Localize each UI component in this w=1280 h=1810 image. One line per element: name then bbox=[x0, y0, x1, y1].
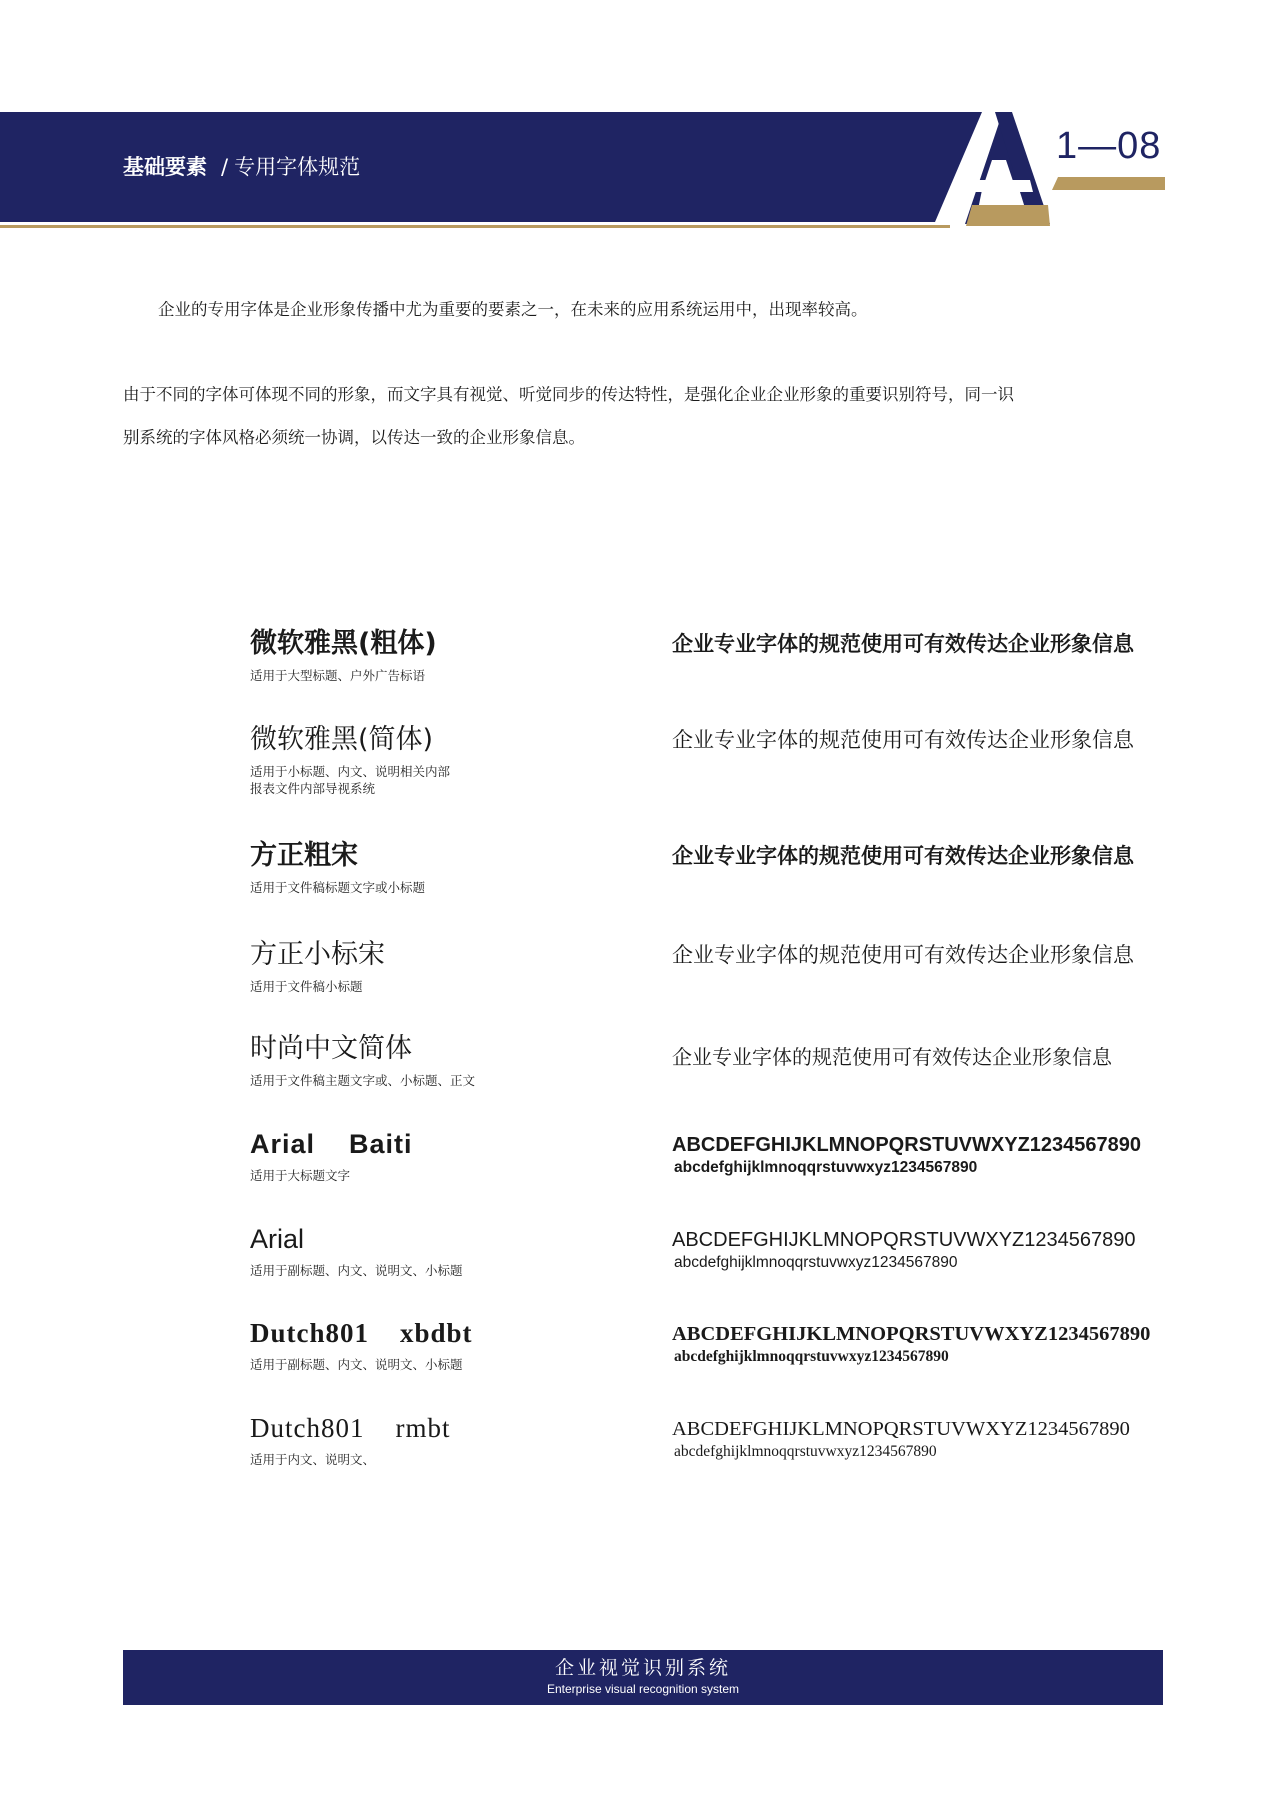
font-sample-upper: ABCDEFGHIJKLMNOPQRSTUVWXYZ1234567890 bbox=[672, 1134, 1142, 1156]
font-name: 时尚中文简体 bbox=[250, 1033, 412, 1064]
font-usage: 适用于副标题、内文、说明文、小标题 bbox=[250, 1263, 463, 1278]
page-number-gold-bar bbox=[1052, 177, 1165, 190]
font-sample-lower: abcdefghijklmnoqqrstuvwxyz1234567890 bbox=[674, 1254, 958, 1271]
header-band bbox=[0, 0, 1280, 240]
font-name: 方正粗宋 bbox=[250, 840, 358, 871]
font-name: Dutch801 rmbt bbox=[250, 1413, 451, 1443]
header-title bbox=[123, 152, 360, 182]
font-usage: 适用于副标题、内文、说明文、小标题 bbox=[250, 1357, 463, 1372]
font-sample: 企业专业字体的规范使用可有效传达企业形象信息 bbox=[672, 1045, 1112, 1069]
font-sample: 企业专业字体的规范使用可有效传达企业形象信息 bbox=[672, 728, 1134, 752]
font-sample-lower: abcdefghijklmnoqqrstuvwxyz1234567890 bbox=[674, 1159, 978, 1176]
font-name: Dutch801 xbdbt bbox=[250, 1318, 473, 1348]
font-sample-lower: abcdefghijklmnoqqrstuvwxyz1234567890 bbox=[674, 1443, 937, 1460]
font-usage: 适用于文件稿小标题 bbox=[250, 979, 363, 994]
font-usage: 适用于文件稿主题文字或、小标题、正文 bbox=[250, 1073, 476, 1088]
footer-bar bbox=[123, 1650, 1163, 1705]
font-sample: 企业专业字体的规范使用可有效传达企业形象信息 bbox=[672, 632, 1134, 656]
footer-title-cn: 企业视觉识别系统 bbox=[554, 1657, 731, 1679]
font-usage: 适用于内文、说明文、 bbox=[250, 1452, 376, 1467]
intro-line-2: 由于不同的字体可体现不同的形象，而文字具有视觉、听觉同步的传达特性，是强化企业企业形象的重要识别符号，同一识 bbox=[123, 385, 1014, 404]
font-sample-upper: ABCDEFGHIJKLMNOPQRSTUVWXYZ1234567890 bbox=[672, 1323, 1151, 1345]
intro-line-1: 企业的专用字体是企业形象传播中尤为重要的要素之一，在未来的应用系统运用中，出现率较高。 bbox=[158, 300, 868, 319]
font-name: 微软雅黑(简体) bbox=[250, 724, 434, 755]
subsection-title: 专用字体规范 bbox=[234, 155, 361, 179]
page-number: 1—08 bbox=[1056, 125, 1162, 167]
font-sample-lower: abcdefghijklmnoqqrstuvwxyz1234567890 bbox=[674, 1348, 949, 1365]
font-usage: 适用于文件稿标题文字或小标题 bbox=[250, 880, 426, 895]
font-name: 方正小标宋 bbox=[250, 939, 385, 970]
font-name: Arial bbox=[250, 1224, 305, 1254]
font-sample-upper: ABCDEFGHIJKLMNOPQRSTUVWXYZ1234567890 bbox=[672, 1418, 1130, 1440]
font-usage: 适用于小标题、内文、说明相关内部 bbox=[250, 764, 451, 779]
font-usage: 适用于大标题文字 bbox=[250, 1168, 351, 1183]
header-gold-rule bbox=[0, 225, 950, 228]
font-usage: 适用于大型标题、户外广告标语 bbox=[250, 668, 426, 683]
font-usage: 报表文件内部导视系统 bbox=[250, 781, 376, 796]
section-title: 基础要素 bbox=[123, 155, 207, 179]
footer-title-en: Enterprise visual recognition system bbox=[546, 1682, 740, 1696]
intro-line-3: 别系统的字体风格必须统一协调，以传达一致的企业形象信息。 bbox=[123, 428, 585, 447]
font-sample-upper: ABCDEFGHIJKLMNOPQRSTUVWXYZ1234567890 bbox=[672, 1229, 1136, 1251]
title-separator: / bbox=[221, 155, 229, 179]
font-name: Arial Baiti bbox=[250, 1129, 413, 1159]
font-name: 微软雅黑(粗体) bbox=[250, 628, 437, 659]
font-sample: 企业专业字体的规范使用可有效传达企业形象信息 bbox=[672, 943, 1134, 967]
font-sample: 企业专业字体的规范使用可有效传达企业形象信息 bbox=[672, 843, 1134, 868]
